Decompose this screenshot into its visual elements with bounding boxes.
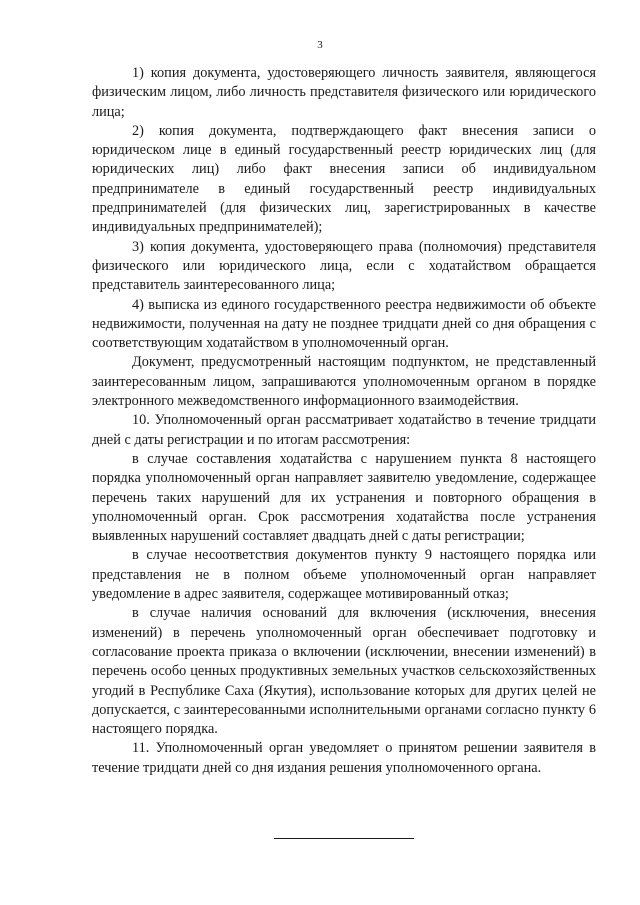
paragraph-item-3: 3) копия документа, удостоверяющего права (полномочия) представителя физического или юридического лица, если с ходатайством обращается представитель заинтересованного лица;	[92, 238, 596, 294]
document-body	[92, 64, 596, 778]
paragraph-item-4: 4) выписка из единого государственного реестра недвижимости об объекте недвижимости, полученная на дату не позднее тридцати дней со дня обращения с соответствующим ходатайством в уполномоченный орган.	[92, 296, 596, 352]
paragraph-case-violation: в случае составления ходатайства с нарушением пункта 8 настоящего порядка уполномоченный орган направляет заявителю уведомление, содержащее перечень таких нарушений для их устранения и повторного обращения в уполномоченный орган. Срок рассмотрения ходатайства после устранения выявленных нарушений составляет двадцать дней с даты регистрации;	[92, 450, 596, 545]
paragraph-item-2: 2) копия документа, подтверждающего факт внесения записи о юридическом лице в единый государственный реестр юридических лиц (для юридических лиц) либо факт внесения записи об индивидуальном предпринимателе в единый государственный реестр индивидуальных предпринимателей (для физических лиц, зарегистрированных в качестве индивидуальных предпринимателей);	[92, 122, 596, 236]
paragraph-document-note: Документ, предусмотренный настоящим подпунктом, не представленный заинтересованным лицом, запрашиваются уполномоченным органом в порядке электронного межведомственного информационного взаимодействия.	[92, 354, 596, 410]
paragraph-case-grounds: в случае наличия оснований для включения (исключения, внесения изменений) в перечень уполномоченный орган обеспечивает подготовку и согласование проекта приказа о включении (исключении, внесении изменений) в перечень особо ценных продуктивных земельных участков сельскохозяйственных угодий в Республике Саха (Якутия), использование которых для других целей не допускается, с заинтересованными исполнительными органами согласно пункту 6 настоящего порядка.	[92, 605, 596, 738]
page-number: 3	[317, 39, 323, 51]
end-separator-line	[274, 838, 414, 839]
paragraph-case-mismatch: в случае несоответствия документов пункту 9 настоящего порядка или представления не в полном объеме уполномоченный орган направляет уведомление в адрес заявителя, содержащее мотивированный отказ;	[92, 547, 596, 603]
paragraph-clause-10: 10. Уполномоченный орган рассматривает ходатайство в течение тридцати дней с даты регистрации и по итогам рассмотрения:	[92, 412, 596, 448]
paragraph-item-1: 1) копия документа, удостоверяющего личность заявителя, являющегося физическим лицом, либо личность представителя физического или юридического лица;	[92, 65, 596, 120]
paragraph-clause-11: 11. Уполномоченный орган уведомляет о принятом решении заявителя в течение тридцати дней со дня издания решения уполномоченного органа.	[92, 740, 596, 776]
